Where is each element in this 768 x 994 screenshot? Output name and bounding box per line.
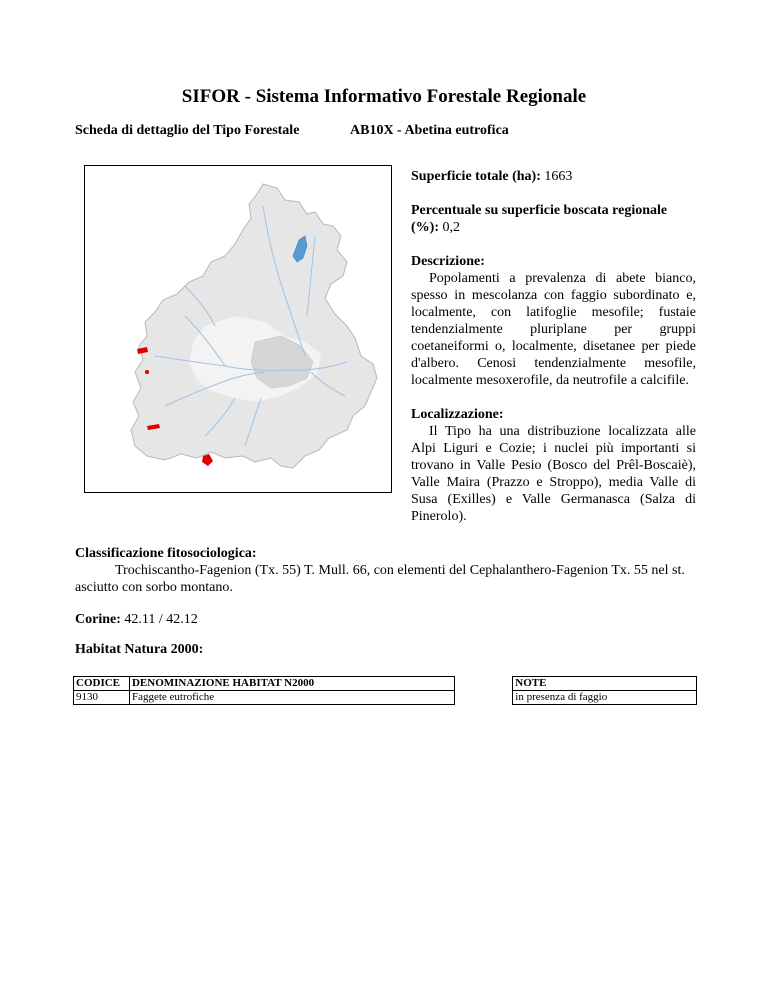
- percentuale-block: [411, 202, 696, 236]
- page-title: SIFOR - Sistema Informativo Forestale Regionale: [181, 86, 587, 107]
- tipo-forestale: AB10X - Abetina eutrofica: [350, 123, 509, 138]
- localizzazione-text: Il Tipo ha una distribuzione localizzata alle Alpi Liguri e Cozie; i nuclei più importanti si trovano in Valle Pesio (Bosco del Prêl-Boscaiè), Valle Maira (Prazzo e Stroppo), media Valle di Susa (Exilles) e Valle Germanasca (Salza di Pinerolo).: [411, 424, 696, 524]
- cell-spacer: [455, 691, 513, 705]
- area-valle-germanasca: [145, 370, 149, 374]
- habitat-label: Habitat Natura 2000:: [75, 642, 204, 657]
- corine-value: 42.11 / 42.12: [124, 612, 198, 627]
- piemonte-map-svg: [85, 166, 391, 492]
- descrizione-label: Descrizione:: [411, 254, 485, 269]
- percentuale-label: Percentuale su superficie boscata regionale (%):: [411, 203, 668, 235]
- header-spacer: [455, 677, 513, 691]
- table-row: [74, 691, 697, 705]
- percentuale-value: 0,2: [442, 220, 460, 235]
- habitat-table: [73, 676, 697, 705]
- descrizione-text: Popolamenti a prevalenza di abete bianco, spesso in mescolanza con faggio subordinato e, localmente, con latifoglie mesofile; fustaie tendenzialmente pluriplane per gruppi coetaneiformi o, localmente, disetanee per piede d'albero. Cenosi tendenzialmente mesofile, localmente mesoxerofile, da neutrofile a calcifile.: [411, 271, 696, 388]
- info-column: [411, 168, 696, 542]
- cell-codice: 9130: [74, 691, 130, 705]
- corine-label: Corine:: [75, 612, 121, 627]
- classificazione-block: [75, 545, 696, 596]
- superficie-label: Superficie totale (ha):: [411, 169, 541, 184]
- superficie-value: 1663: [544, 169, 573, 184]
- area-valle-pesio: [202, 454, 213, 466]
- superficie-block: [411, 168, 696, 185]
- header-note: NOTE: [513, 677, 697, 691]
- localizzazione-block: [411, 406, 696, 525]
- cell-denominazione: Faggete eutrofiche: [129, 691, 454, 705]
- localizzazione-label: Localizzazione:: [411, 407, 504, 422]
- cell-note: in presenza di faggio: [513, 691, 697, 705]
- header-codice: CODICE: [74, 677, 130, 691]
- descrizione-block: [411, 253, 696, 389]
- scheda-label: Scheda di dettaglio del Tipo Forestale: [75, 123, 300, 138]
- classificazione-label: Classificazione fitosociologica:: [75, 546, 257, 561]
- table-header-row: [74, 677, 697, 691]
- classificazione-text: Trochiscantho-Fagenion (Tx. 55) T. Mull. 66, con elementi del Cephalanthero-Fagenion Tx. 55 nel st. asciutto con sorbo montano.: [75, 563, 685, 595]
- region-map: [84, 165, 392, 493]
- header-denominazione: DENOMINAZIONE HABITAT N2000: [129, 677, 454, 691]
- corine-block: [75, 612, 198, 628]
